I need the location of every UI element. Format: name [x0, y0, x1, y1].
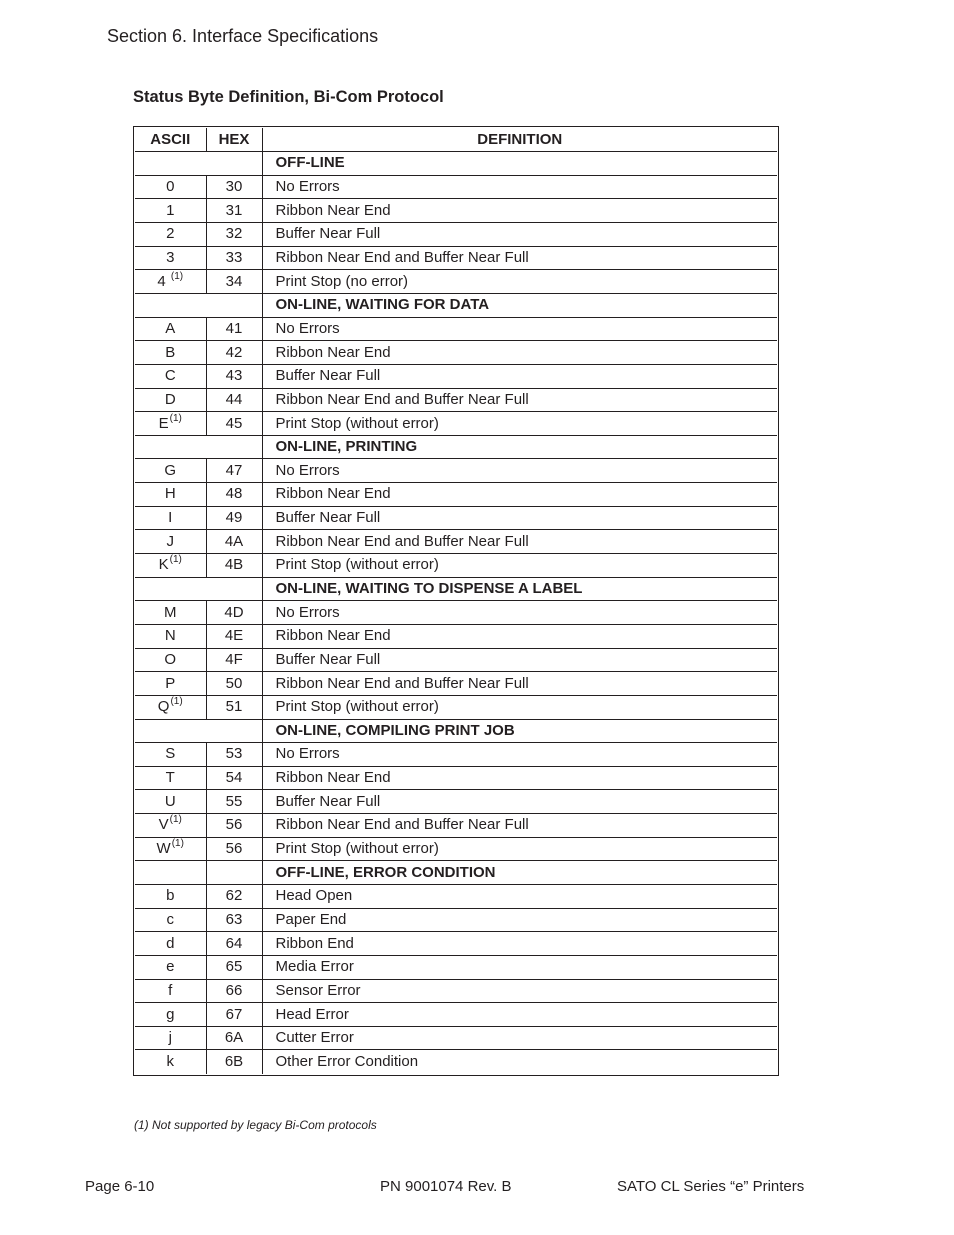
- ascii-value: G: [164, 461, 177, 479]
- hex-cell: 56: [206, 814, 262, 838]
- group-header-row: [135, 719, 777, 743]
- hex-cell: 41: [206, 317, 262, 341]
- hex-cell: 31: [206, 199, 262, 223]
- group-header-empty-cell: [135, 152, 262, 176]
- group-header-row: [135, 152, 777, 176]
- hex-cell: 6A: [206, 1026, 262, 1050]
- table-row: [135, 979, 777, 1003]
- footnote-marker: (1): [169, 814, 182, 826]
- ascii-cell: [135, 317, 206, 341]
- hex-cell: 4A: [206, 530, 262, 554]
- section-header: Section 6. Interface Specifications: [107, 26, 379, 46]
- hex-cell: 44: [206, 388, 262, 412]
- definition-cell: No Errors: [262, 601, 777, 625]
- table-row: [135, 601, 777, 625]
- footnote-marker: (1): [171, 838, 184, 850]
- ascii-value: U: [164, 792, 176, 810]
- definition-cell: Ribbon End: [262, 932, 777, 956]
- ascii-value: P: [165, 674, 176, 692]
- ascii-value: J: [166, 532, 174, 550]
- ascii-cell: [135, 223, 206, 247]
- definition-cell: Ribbon Near End: [262, 624, 777, 648]
- hex-cell: 63: [206, 908, 262, 932]
- ascii-value: k: [166, 1053, 174, 1071]
- definition-cell: Ribbon Near End and Buffer Near Full: [262, 814, 777, 838]
- ascii-value: d: [166, 934, 175, 952]
- ascii-cell: [135, 1003, 206, 1027]
- ascii-cell: [135, 695, 206, 719]
- hex-cell: 45: [206, 412, 262, 436]
- table-row: [135, 246, 777, 270]
- definition-cell: Cutter Error: [262, 1026, 777, 1050]
- column-header-definition: DEFINITION: [262, 128, 777, 152]
- ascii-cell: [135, 554, 206, 578]
- definition-cell: Paper End: [262, 908, 777, 932]
- ascii-cell: [135, 341, 206, 365]
- ascii-cell: [135, 837, 206, 861]
- hex-cell: 49: [206, 506, 262, 530]
- table-row: [135, 695, 777, 719]
- table-row: [135, 624, 777, 648]
- ascii-value: W: [156, 840, 171, 858]
- definition-cell: Buffer Near Full: [262, 506, 777, 530]
- hex-cell: 43: [206, 364, 262, 388]
- table-row: [135, 364, 777, 388]
- ascii-cell: [135, 530, 206, 554]
- ascii-value: M: [164, 603, 177, 621]
- footer-part-number: PN 9001074 Rev. B: [380, 1178, 512, 1195]
- definition-cell: Print Stop (without error): [262, 412, 777, 436]
- status-byte-table-frame: [133, 126, 779, 1076]
- definition-cell: Ribbon Near End: [262, 483, 777, 507]
- group-header-empty-cell: [135, 577, 262, 601]
- table-row: [135, 341, 777, 365]
- ascii-value: I: [168, 509, 173, 527]
- group-title: ON-LINE, WAITING FOR DATA: [262, 293, 777, 317]
- ascii-value: 0: [166, 178, 175, 196]
- ascii-cell: [135, 1050, 206, 1074]
- definition-cell: Sensor Error: [262, 979, 777, 1003]
- column-header-ascii: ASCII: [135, 128, 206, 152]
- group-header-empty-cell: [135, 435, 262, 459]
- ascii-value: Q: [157, 698, 170, 716]
- ascii-value: N: [164, 627, 176, 645]
- ascii-cell: [135, 388, 206, 412]
- ascii-value: K: [158, 556, 169, 574]
- ascii-value: e: [166, 958, 175, 976]
- ascii-cell: [135, 955, 206, 979]
- group-header-ascii-cell: [135, 861, 206, 885]
- hex-cell: 6B: [206, 1050, 262, 1074]
- group-header-row: [135, 861, 777, 885]
- table-row: [135, 672, 777, 696]
- table-row: [135, 766, 777, 790]
- footnote-marker: (1): [170, 270, 184, 282]
- hex-cell: 4B: [206, 554, 262, 578]
- hex-cell: 55: [206, 790, 262, 814]
- ascii-cell: [135, 1026, 206, 1050]
- hex-cell: 53: [206, 743, 262, 767]
- table-body: [135, 152, 777, 1074]
- definition-cell: Media Error: [262, 955, 777, 979]
- ascii-cell: [135, 648, 206, 672]
- hex-cell: 32: [206, 223, 262, 247]
- hex-cell: 34: [206, 270, 262, 294]
- ascii-cell: [135, 766, 206, 790]
- table-header-row: [135, 128, 777, 152]
- footnote: (1) Not supported by legacy Bi-Com protocols: [134, 1118, 377, 1132]
- ascii-value: D: [164, 390, 176, 408]
- table-row: [135, 1026, 777, 1050]
- definition-cell: Other Error Condition: [262, 1050, 777, 1074]
- group-title: ON-LINE, PRINTING: [262, 435, 777, 459]
- ascii-value: T: [165, 769, 175, 787]
- ascii-cell: [135, 199, 206, 223]
- definition-cell: Ribbon Near End and Buffer Near Full: [262, 246, 777, 270]
- definition-cell: Print Stop (without error): [262, 837, 777, 861]
- footer-page-number: Page 6-10: [85, 1178, 155, 1195]
- ascii-value: f: [168, 981, 173, 999]
- table-row: [135, 955, 777, 979]
- ascii-cell: [135, 932, 206, 956]
- ascii-cell: [135, 483, 206, 507]
- ascii-value: 4: [157, 272, 170, 290]
- hex-cell: 30: [206, 175, 262, 199]
- table-row: [135, 885, 777, 909]
- group-header-row: [135, 577, 777, 601]
- footnote-marker: (1): [169, 412, 182, 424]
- table-row: [135, 932, 777, 956]
- group-header-hex-cell: [206, 861, 262, 885]
- definition-cell: Ribbon Near End: [262, 199, 777, 223]
- column-header-hex: HEX: [206, 128, 262, 152]
- hex-cell: 67: [206, 1003, 262, 1027]
- group-header-empty-cell: [135, 719, 262, 743]
- ascii-value: O: [164, 650, 177, 668]
- ascii-value: g: [166, 1005, 175, 1023]
- table-row: [135, 908, 777, 932]
- group-header-row: [135, 293, 777, 317]
- ascii-value: E: [158, 414, 169, 432]
- ascii-cell: [135, 743, 206, 767]
- definition-cell: Head Open: [262, 885, 777, 909]
- ascii-cell: [135, 506, 206, 530]
- ascii-value: A: [165, 319, 176, 337]
- definition-cell: Ribbon Near End and Buffer Near Full: [262, 672, 777, 696]
- footer-document-title: SATO CL Series “e” Printers: [617, 1178, 805, 1195]
- ascii-cell: [135, 979, 206, 1003]
- table-title: Status Byte Definition, Bi-Com Protocol: [133, 88, 444, 106]
- table-row: [135, 743, 777, 767]
- ascii-cell: [135, 270, 206, 294]
- ascii-cell: [135, 246, 206, 270]
- definition-cell: Ribbon Near End: [262, 766, 777, 790]
- table-row: [135, 459, 777, 483]
- definition-cell: No Errors: [262, 459, 777, 483]
- ascii-cell: [135, 412, 206, 436]
- hex-cell: 4E: [206, 624, 262, 648]
- ascii-value: j: [168, 1029, 172, 1047]
- table-row: [135, 223, 777, 247]
- ascii-cell: [135, 908, 206, 932]
- table-row: [135, 554, 777, 578]
- group-title: ON-LINE, WAITING TO DISPENSE A LABEL: [262, 577, 777, 601]
- hex-cell: 54: [206, 766, 262, 790]
- hex-cell: 48: [206, 483, 262, 507]
- table-row: [135, 199, 777, 223]
- table-row: [135, 412, 777, 436]
- ascii-cell: [135, 624, 206, 648]
- hex-cell: 64: [206, 932, 262, 956]
- hex-cell: 62: [206, 885, 262, 909]
- table-row: [135, 1050, 777, 1074]
- hex-cell: 56: [206, 837, 262, 861]
- hex-cell: 50: [206, 672, 262, 696]
- hex-cell: 47: [206, 459, 262, 483]
- table-row: [135, 483, 777, 507]
- definition-cell: Buffer Near Full: [262, 648, 777, 672]
- hex-cell: 4D: [206, 601, 262, 625]
- ascii-cell: [135, 790, 206, 814]
- definition-cell: Print Stop (without error): [262, 695, 777, 719]
- table-row: [135, 175, 777, 199]
- group-title: OFF-LINE: [262, 152, 777, 176]
- hex-cell: 51: [206, 695, 262, 719]
- ascii-cell: [135, 459, 206, 483]
- definition-cell: Buffer Near Full: [262, 223, 777, 247]
- ascii-cell: [135, 814, 206, 838]
- definition-cell: Buffer Near Full: [262, 790, 777, 814]
- table-row: [135, 837, 777, 861]
- table-row: [135, 530, 777, 554]
- ascii-value: b: [166, 887, 175, 905]
- table-row: [135, 388, 777, 412]
- footnote-marker: (1): [170, 696, 183, 708]
- ascii-cell: [135, 601, 206, 625]
- group-header-row: [135, 435, 777, 459]
- hex-cell: 4F: [206, 648, 262, 672]
- ascii-value: 1: [166, 201, 175, 219]
- hex-cell: 42: [206, 341, 262, 365]
- definition-cell: Buffer Near Full: [262, 364, 777, 388]
- ascii-value: 3: [166, 249, 175, 267]
- ascii-value: B: [165, 343, 176, 361]
- ascii-cell: [135, 175, 206, 199]
- group-title: ON-LINE, COMPILING PRINT JOB: [262, 719, 777, 743]
- table-row: [135, 317, 777, 341]
- hex-cell: 66: [206, 979, 262, 1003]
- table-row: [135, 506, 777, 530]
- hex-cell: 65: [206, 955, 262, 979]
- ascii-value: H: [164, 485, 176, 503]
- ascii-value: S: [165, 745, 176, 763]
- footnote-marker: (1): [169, 554, 182, 566]
- definition-cell: Ribbon Near End: [262, 341, 777, 365]
- ascii-value: C: [164, 367, 176, 385]
- ascii-cell: [135, 672, 206, 696]
- hex-cell: 33: [206, 246, 262, 270]
- status-byte-table: [135, 128, 777, 1074]
- definition-cell: No Errors: [262, 317, 777, 341]
- definition-cell: Head Error: [262, 1003, 777, 1027]
- table-row: [135, 790, 777, 814]
- ascii-cell: [135, 885, 206, 909]
- table-row: [135, 814, 777, 838]
- table-row: [135, 1003, 777, 1027]
- table-row: [135, 648, 777, 672]
- group-header-empty-cell: [135, 293, 262, 317]
- definition-cell: Print Stop (no error): [262, 270, 777, 294]
- table-row: [135, 270, 777, 294]
- ascii-value: V: [158, 816, 169, 834]
- ascii-value: 2: [166, 225, 175, 243]
- group-title: OFF-LINE, ERROR CONDITION: [262, 861, 777, 885]
- definition-cell: No Errors: [262, 743, 777, 767]
- definition-cell: No Errors: [262, 175, 777, 199]
- definition-cell: Print Stop (without error): [262, 554, 777, 578]
- ascii-value: c: [166, 910, 174, 928]
- ascii-cell: [135, 364, 206, 388]
- definition-cell: Ribbon Near End and Buffer Near Full: [262, 388, 777, 412]
- definition-cell: Ribbon Near End and Buffer Near Full: [262, 530, 777, 554]
